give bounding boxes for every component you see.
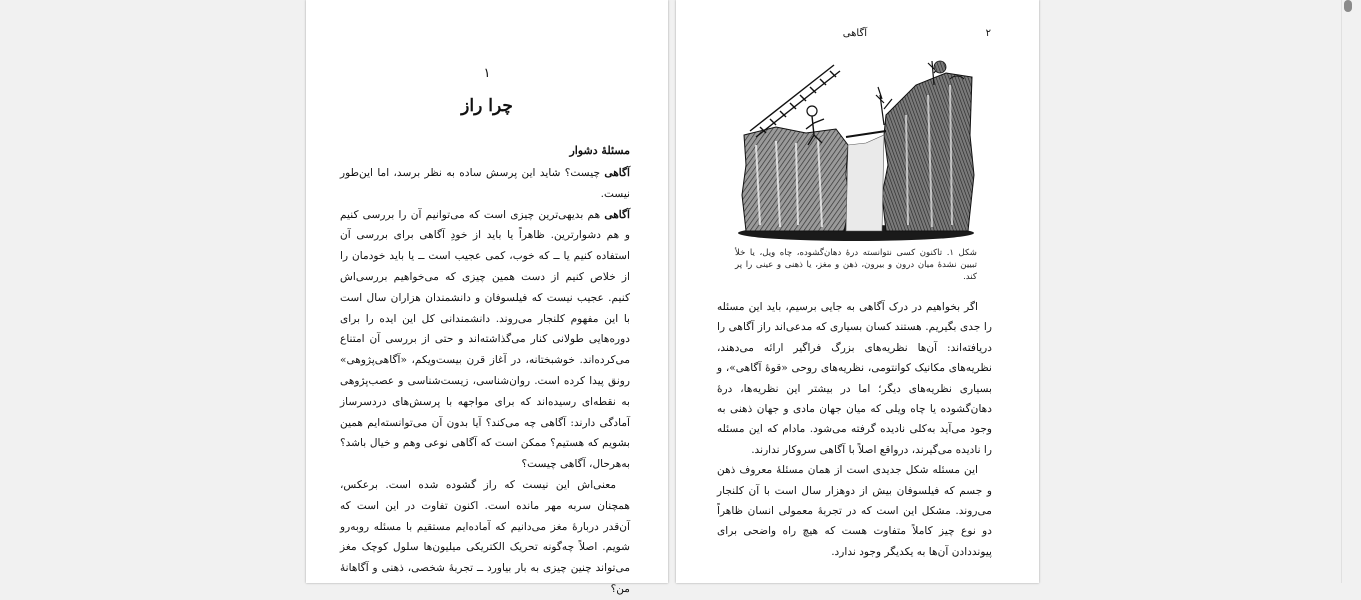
scrollbar-thumb[interactable]: [1344, 0, 1352, 12]
page-number: ۲: [985, 28, 991, 39]
paragraph-text: اگر بخواهیم در درک آگاهی به جایی برسیم، باید این مسئله را جدی بگیریم. هستند کسان بسیاری که مدعی‌اند راز آگاهی را دریافته‌اند: آن‌ها نظریه‌های بزرگ فراگیر ارائه می‌دهند، نظریه‌های مکانیک کوانتومی، نظریه‌های روحی «قوهٔ آگاهی»، و بسیاری نظریه‌های دیگر؛ اما در بیشتر این نظریه‌ها، درهٔ دهان‌گشوده یا چاه ویلی که میان جهان مادی و جهان ذهنی به وجود می‌آید به‌کلی نادیده گرفته می‌شود. مادام که این مسئله را نادیده می‌گیرند، درواقع اصلاً با آگاهی سروکار ندارند.: [717, 301, 992, 456]
paragraph: [717, 297, 992, 460]
chapter-title: چرا راز: [461, 96, 513, 116]
body-text: [340, 163, 630, 600]
paragraph: [717, 460, 992, 562]
running-title: آگاهی: [842, 28, 867, 39]
page-2: [676, 0, 1039, 583]
bold-term: آگاهی: [604, 167, 630, 179]
bold-term: آگاهی: [604, 208, 630, 221]
page-1: [306, 0, 668, 595]
vertical-scrollbar[interactable]: [1341, 0, 1361, 583]
chapter-number: ۱: [483, 66, 491, 81]
paragraph: [340, 205, 630, 475]
figure-caption: شکل ۱. تاکنون کسی نتوانسته درهٔ دهان‌گشوده، چاه ویل، یا خلأ تبیین نشدهٔ میان درون و بیرون، ذهن و مغز، یا ذهنی و عینی را پر کند.: [735, 248, 977, 282]
paragraph-text: چیست؟ شاید این پرسش ساده به نظر برسد، اما این‌طور نیست.: [340, 167, 630, 200]
chasm-illustration: [736, 55, 976, 243]
paragraph-text: هم بدیهی‌ترین چیزی است که می‌توانیم آن را بررسی کنیم و هم دشوارترین. ظاهراً یا باید از خودِ آگاهی برای بررسی آن استفاده کنیم یا ــ که خوب، کمی عجیب است ــ یا باید خودمان را از خلاص کنیم از دست همین چیزی که می‌خواهیم بررسی‌اش کنیم. عجیب نیست که فیلسوفان و دانشمندان هزاران سال است با این مفهوم کلنجار می‌روند. دانشمندانی کل این ایده را برای دوره‌هایی طولانی کنار می‌گذاشته‌اند و حتی از بررسی آن امتناع می‌کرده‌اند. خوشبختانه، در آغاز قرن بیست‌ویکم، «آگاهی‌پژوهی» رونق پیدا کرده است. روان‌شناسی، زیست‌شناسی و عصب‌پژوهی به نقطه‌ای رسیده‌اند که برای مواجهه با پرسش‌های دردسرساز آمادگی دارند: آگاهی چه می‌کند؟ آیا بدون آن می‌توانسته‌ایم همین بشویم که هستیم؟ ممکن است که آگاهی نوعی وهم و خیال باشد؟ به‌هرحال، آگاهی چیست؟: [340, 208, 630, 471]
paragraph-text: معنی‌اش این نیست که راز گشوده شده است. برعکس، همچنان سربه مهر مانده است. اکنون تفاوت در این است که آن‌قدر دربارهٔ مغز می‌دانیم که آماده‌ایم مستقیم با مسئله روبه‌رو شویم. اصلاً چه‌گونه تحریک الکتریکی میلیون‌ها سلول کوچک مغز می‌تواند چنین چیزی به بار بیاورد ــ تجربهٔ شخصی، ذهنی و آگاهانهٔ من؟: [340, 478, 630, 595]
body-text: [717, 297, 992, 562]
paragraph: [340, 163, 630, 205]
section-heading: مسئلهٔ دشوار: [569, 144, 630, 157]
paragraph-text: این مسئله شکل جدیدی است از همان مسئلهٔ معروف ذهن و جسم که فیلسوفان بیش از دوهزار سال است با آن کلنجار می‌روند. مشکل این است که در تجربهٔ معمولی انسان ظاهراً دو نوع چیز کاملاً متفاوت هست که هیچ راه واضحی برای پیونددادن آن‌ها به یکدیگر وجود ندارد.: [717, 464, 992, 558]
paragraph: [340, 475, 630, 600]
